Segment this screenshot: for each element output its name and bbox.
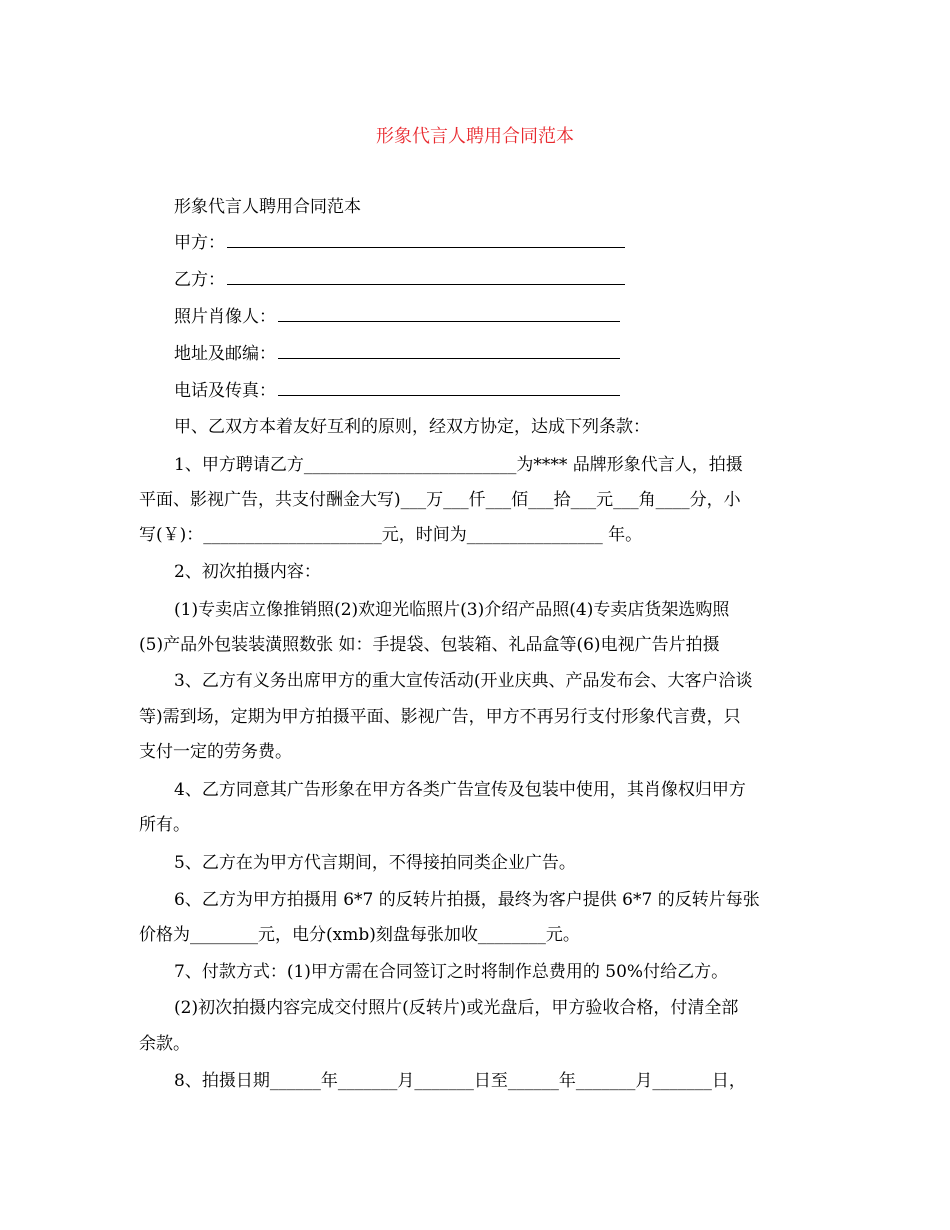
- clause-3-line-3: 支付一定的劳务费。: [139, 742, 292, 762]
- phone-blank: [278, 375, 620, 396]
- document-subtitle: 形象代言人聘用合同范本: [174, 197, 361, 217]
- clause-5: 5、乙方在为甲方代言期间，不得接拍同类企业广告。: [174, 853, 576, 873]
- photo-subject-label: 照片肖像人：: [174, 307, 276, 327]
- clause-7-line-2: (2)初次拍摄内容完成交付照片(反转片)或光盘后，甲方验收合格，付清全部: [174, 998, 739, 1018]
- clause-8-line-1: 8、拍摄日期______年_______月_______日至______年_______月_______日，: [174, 1071, 746, 1091]
- clause-6-line-1: 6、乙方为甲方拍摄用 6*7 的反转片拍摄，最终为客户提供 6*7 的反转片每张: [174, 890, 760, 910]
- party-a-label: 甲方：: [174, 233, 225, 253]
- clause-intro: 甲、乙双方本着友好互利的原则，经双方协定，达成下列条款：: [174, 417, 650, 437]
- party-a-blank: [227, 227, 625, 248]
- clause-7-line-3: 余款。: [139, 1034, 190, 1054]
- party-b-field: [174, 263, 625, 298]
- address-field: [174, 337, 620, 372]
- clause-2-heading: 2、初次拍摄内容：: [174, 562, 321, 582]
- clause-1-line-2: 平面、影视广告，共支付酬金大写)___万___仟___佰___拾___元___角____分，小: [139, 490, 741, 510]
- clause-7-line-1: 7、付款方式：(1)甲方需在合同签订之时将制作总费用的 50%付给乙方。: [174, 962, 729, 982]
- clause-2-line-2: (5)产品外包装装潢照数张 如：手提袋、包装箱、礼品盒等(6)电视广告片拍摄: [139, 635, 720, 655]
- clause-3-line-2: 等)需到场，定期为甲方拍摄平面、影视广告，甲方不再另行支付形象代言费，只: [139, 707, 741, 727]
- photo-subject-blank: [278, 301, 620, 322]
- clause-1-line-1: 1、甲方聘请乙方_________________________为**** 品牌形象代言人，拍摄: [174, 455, 743, 475]
- clause-1-line-3: 写(￥)：_____________________元，时间为________________ 年。: [139, 525, 643, 545]
- phone-field: [174, 374, 620, 409]
- document-title: 形象代言人聘用合同范本: [376, 126, 574, 147]
- clause-6-line-2: 价格为________元，电分(xmb)刻盘每张加收________元。: [139, 925, 580, 945]
- clause-4-line-2: 所有。: [139, 815, 190, 835]
- phone-label: 电话及传真：: [174, 381, 276, 401]
- clause-4-line-1: 4、乙方同意其广告形象在甲方各类广告宣传及包装中使用，其肖像权归甲方: [174, 780, 746, 800]
- photo-subject-field: [174, 300, 620, 335]
- party-b-blank: [227, 264, 625, 285]
- address-blank: [278, 338, 620, 359]
- clause-3-line-1: 3、乙方有义务出席甲方的重大宣传活动(开业庆典、产品发布会、大客户洽谈: [174, 671, 753, 691]
- party-b-label: 乙方：: [174, 270, 225, 290]
- clause-2-line-1: (1)专卖店立像推销照(2)欢迎光临照片(3)介绍产品照(4)专卖店货架选购照: [174, 600, 730, 620]
- address-label: 地址及邮编：: [174, 344, 276, 364]
- party-a-field: [174, 226, 625, 261]
